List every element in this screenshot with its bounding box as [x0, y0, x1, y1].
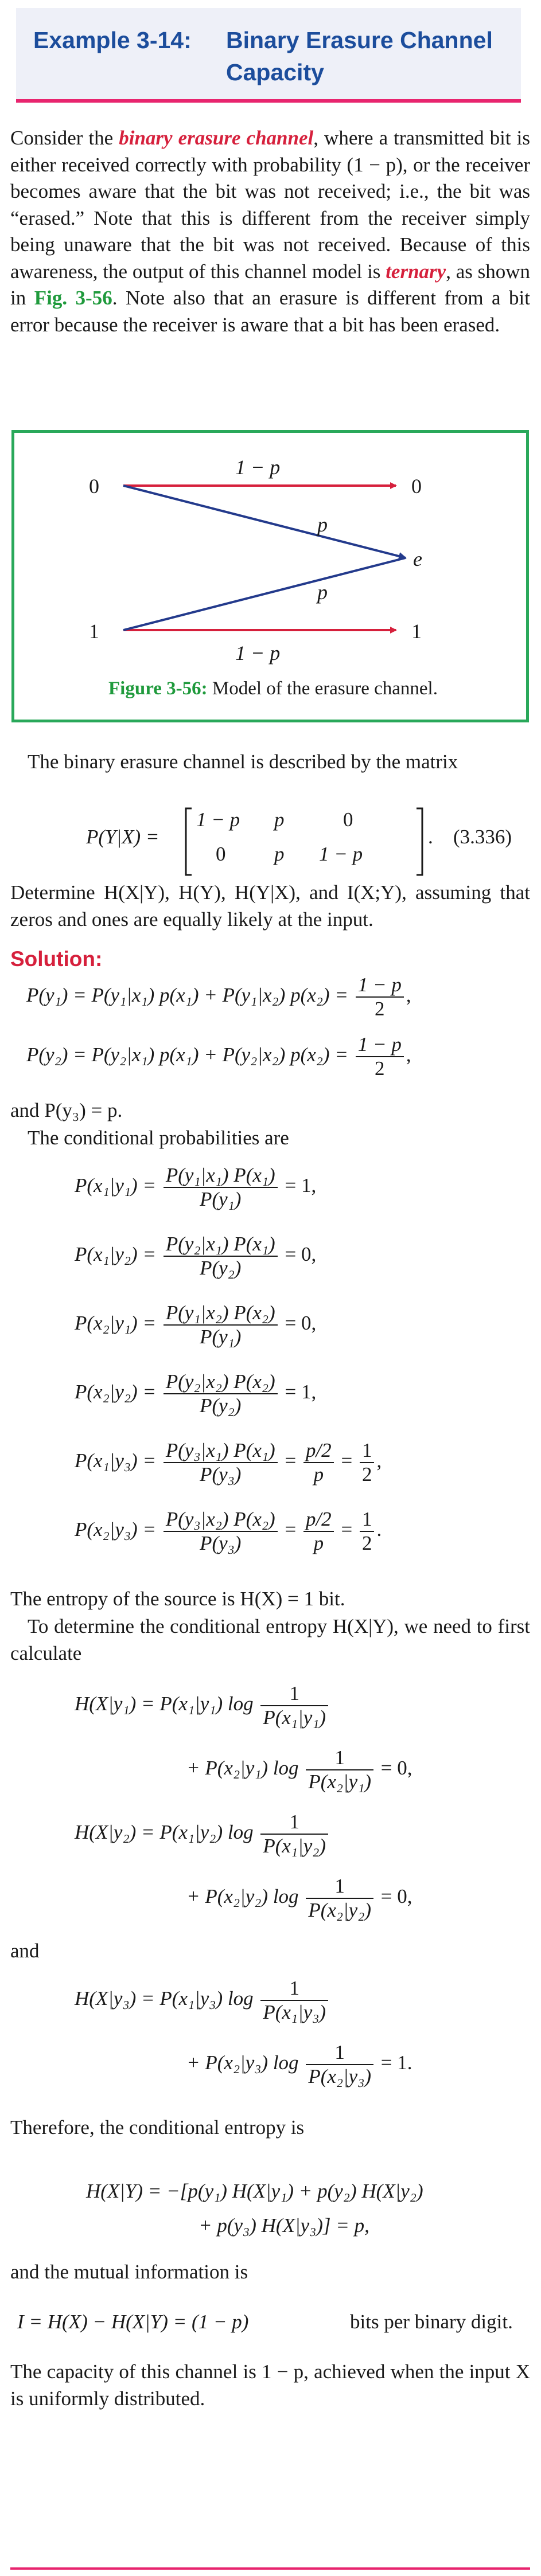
- mutual-equation: I = H(X) − H(X|Y) = (1 − p): [17, 2311, 249, 2333]
- hx-y3-line1: H(X|y₃) = P(x₁|y₃) log $\frac{1}{\text{P(x₁|y₃)}}$: [75, 1977, 330, 2024]
- matrix-r1c1: 1 − p: [196, 808, 240, 831]
- bottom-rule: [10, 2567, 530, 2570]
- mutual-units: bits per binary digit.: [350, 2311, 513, 2333]
- determine-paragraph: Determine H(X|Y), H(Y), H(Y|X), and I(X;Y), assuming that zeros and ones are equally likely at the input.: [10, 881, 530, 931]
- hx-y1-line2: + P(x₂|y₁) log $\frac{1}{\text{P(x₂|y₁)}}$ = 0,: [186, 1746, 412, 1793]
- figure-caption-text: Model of the erasure channel.: [212, 678, 438, 699]
- edge-1-to-e: [123, 558, 406, 630]
- cond-prob-1: P(x₁|y₁) = $\frac{\text{P(y₁|x₁) P(x₁)}}{\text{P(y₁)}}$ = 1,: [75, 1164, 317, 1210]
- solution-label: Solution:: [10, 947, 103, 971]
- example-title-line-2: Capacity: [226, 59, 324, 85]
- term-ternary: ternary: [386, 260, 446, 283]
- eq-p-y1: P(y₁) = P(y₁|x₁) p(x₁) + P(y₁|x₂) p(x₂) = $\frac{1 - p}{2}$ ,: [26, 974, 411, 1020]
- prob-label-p-upper: p: [317, 513, 328, 536]
- conditional-intro: The conditional probabilities are: [28, 1127, 289, 1149]
- hx-y3-line2: + P(x₂|y₃) log $\frac{1}{\text{P(x₂|y₃)}}$ = 1.: [186, 2041, 412, 2088]
- cond-prob-6: P(x₂|y₃) = $\frac{\text{P(y₃|x₂) P(x₂)}}{\text{P(y₃)}}$ = $\frac{p/2}{p}$ = $\frac{1}{2}$ .: [75, 1508, 382, 1554]
- example-header: [16, 8, 521, 103]
- page: Example 3-14: Binary Erasure Channel Capacity Consider the binary erasure channel, where a transmitted bit is either received correctly with probability (1 − p), or the receiver becomes aware that the bit was not received; i.e., the bit was “erased.” Note that this is different from the receiver simply being unaware that the bit was not received. Because of this awareness, the output of this channel model is ternary, as shown in Fig. 3-56. Note also that an erasure is different from a bit error because the receiver is aware that a bit has been erased. 0 1 0 e 1 1 − p p p 1 − p Figure 3-56: Model of the erasure channel. The binary erasure channel is described by the matrix P(Y|X) = 1 − p p 0 0 p 1 − p . (3.336) Determine H(X|Y), H(Y), H(Y|X), and I(X;Y), assuming that zeros and ones are equally likely at the input. Solution: P(y₁) = P(y₁|x₁) p(x₁) + P(y₁|x₂) p(x₂) = $\frac{1 - p}{2}$ , P(y₂) = P(y₂|x₁) p(x₁) + P(y₂|x₂) p(x₂) = $\frac{1 - p}{2}$ , and P(y₃) = p. The conditional probabilities are P(x₁|y₁) = $\frac{\text{P(y₁|x₁) P(x₁)}}{\text{P(y₁)}}$ = 1, P(x₁|y₂) = $\frac{\text{P(y₂|x₁) P(x₁)}}{\text{P(y₂)}}$ = 0, P(x₂|y₁) = $\frac{\text{P(y₁|x₂) P(x₂)}}{\text{P(y₁)}}$ = 0, P(x₂|y₂) = $\frac{\text{P(y₂|x₂) P(x₂)}}{\text{P(y₂)}}$ = 1, P(x₁|y₃) = $\frac{\text{P(y₃|x₁) P(x₁)}}{\text{P(y₃)}}$ = $\frac{p/2}{p}$ = $\frac{1}{2}$ , P(x₂|y₃) = $\frac{\text{P(y₃|x₂) P(x₂)}}{\text{P(y₃)}}$ = $\frac{p/2}{p}$ = $\frac{1}{2}$ . The entropy of the source is H(X) = 1 bit. To determine the conditional entropy H(X|Y), we need to first calculate H(X|y₁) = P(x₁|y₁) log $\frac{1}{\text{P(x₁|y₁)}}$ + P(x₂|y₁) log $\frac{1}{\text{P(x₂|y₁)}}$ = 0, H(X|y₂) = P(x₁|y₂) log $\frac{1}{\text{P(x₁|y₂)}}$ + P(x₂|y₂) log $\frac{1}{\text{P(x₂|y₂)}}$ = 0, and H(X|y₃) = P(x₁|y₃) log $\frac{1}{\text{P(x₁|y₃)}}$ + P(x₂|y₃) log $\frac{1}{\text{P(x₂|y₃)}}$ = 1. Therefore, the conditional entropy is H(X|Y) = −[p(y₁) H(X|y₁) + p(y₂) H(X|y₂) + p(y₃) H(X|y₃)] = p, and the mutual information is I = H(X) − H(X|Y) = (1 − p) bits per binary digit. The capacity of this channel is 1 − p, achieved when the input X is uniformly distributed.: [0, 0, 541, 2576]
- figure-caption-label: Figure 3-56:: [108, 678, 208, 699]
- to-determine-paragraph: To determine the conditional entropy H(X|Y), we need to first calculate: [10, 1615, 530, 1664]
- erasure-channel-diagram: [14, 433, 526, 674]
- and-word: and: [10, 1940, 40, 1962]
- cond-prob-2: P(x₁|y₂) = $\frac{\text{P(y₂|x₁) P(x₁)}}{\text{P(y₂)}}$ = 0,: [75, 1233, 317, 1279]
- figure-caption: [14, 678, 532, 699]
- equation-number: (3.336): [453, 826, 512, 848]
- cond-prob-5: P(x₁|y₃) = $\frac{\text{P(y₃|x₁) P(x₁)}}{\text{P(y₃)}}$ = $\frac{p/2}{p}$ = $\frac{1}{2}$ ,: [75, 1439, 382, 1486]
- figure-3-56: [11, 430, 529, 722]
- prob-label-bottom: 1 − p: [235, 642, 281, 664]
- hx-y1-line1: H(X|y₁) = P(x₁|y₁) log $\frac{1}{\text{P(x₁|y₁)}}$: [75, 1682, 330, 1729]
- cond-prob-4: P(x₂|y₂) = $\frac{\text{P(y₂|x₂) P(x₂)}}{\text{P(y₂)}}$ = 1,: [75, 1370, 317, 1417]
- intro-text-3: , as shown in: [10, 260, 530, 309]
- matrix-intro: The binary erasure channel is described by the matrix: [28, 750, 458, 773]
- mutual-intro: and the mutual information is: [10, 2261, 248, 2283]
- hx-y2-line2: + P(x₂|y₂) log $\frac{1}{\text{P(x₂|y₂)}}$ = 0,: [186, 1875, 412, 1921]
- matrix-r1c2: p: [274, 808, 285, 831]
- matrix-r2c1: 0: [216, 843, 226, 865]
- prob-label-top: 1 − p: [235, 456, 281, 479]
- eq-p-y2: P(y₂) = P(y₂|x₁) p(x₁) + P(y₂|x₂) p(x₂) = $\frac{1 - p}{2}$ ,: [26, 1033, 411, 1080]
- matrix-lhs: P(Y|X) =: [86, 826, 159, 848]
- entropy-source: The entropy of the source is H(X) = 1 bit.: [10, 1588, 345, 1610]
- term-binary-erasure-channel: binary erasure channel: [119, 127, 314, 149]
- figure-reference-link[interactable]: Fig. 3-56: [34, 287, 112, 309]
- output-0-label: 0: [411, 475, 422, 498]
- prob-label-p-lower: p: [317, 581, 328, 604]
- example-title: [226, 24, 493, 88]
- hx-y2-line1: H(X|y₂) = P(x₁|y₂) log $\frac{1}{\text{P(x₁|y₂)}}$: [75, 1811, 330, 1858]
- output-e-label: e: [413, 548, 422, 570]
- input-1-label: 1: [89, 620, 99, 643]
- edge-0-to-e: [123, 486, 406, 558]
- and-p-y3: and P(y₃) = p.: [10, 1099, 123, 1121]
- therefore-paragraph: Therefore, the conditional entropy is: [10, 2116, 305, 2139]
- hxy-line2: + p(y₃) H(X|y₃)] = p,: [199, 2214, 369, 2237]
- cond-prob-3: P(x₂|y₁) = $\frac{\text{P(y₁|x₂) P(x₂)}}{\text{P(y₁)}}$ = 0,: [75, 1301, 317, 1348]
- intro-text-1: Consider the: [10, 127, 119, 149]
- intro-text-2: , where a transmitted bit is either received correctly with probability (1 − p), or the receiver becomes aware that the bit was not received; i.e., the bit was “erased.” Note that this is different from the receiver simply being unaware that the bit was not received. Because of this awareness, the output of this channel model is: [10, 127, 531, 283]
- intro-paragraph: [10, 125, 530, 338]
- example-label: Example 3-14:: [33, 27, 192, 53]
- intro-text-4: . Note also that an erasure is different from a bit error because the receiver is aware that a bit has been erased.: [10, 287, 530, 336]
- capacity-paragraph: The capacity of this channel is 1 − p, achieved when the input X is uniformly distributed.: [10, 2360, 530, 2410]
- example-title-line-1: Binary Erasure Channel: [226, 27, 493, 53]
- matrix-r1c3: 0: [343, 808, 353, 831]
- hxy-line1: H(X|Y) = −[p(y₁) H(X|y₁) + p(y₂) H(X|y₂): [86, 2180, 423, 2202]
- output-1-label: 1: [411, 620, 422, 643]
- input-0-label: 0: [89, 475, 99, 498]
- matrix-r2c2: p: [274, 843, 285, 865]
- matrix-r2c3: 1 − p: [319, 843, 363, 865]
